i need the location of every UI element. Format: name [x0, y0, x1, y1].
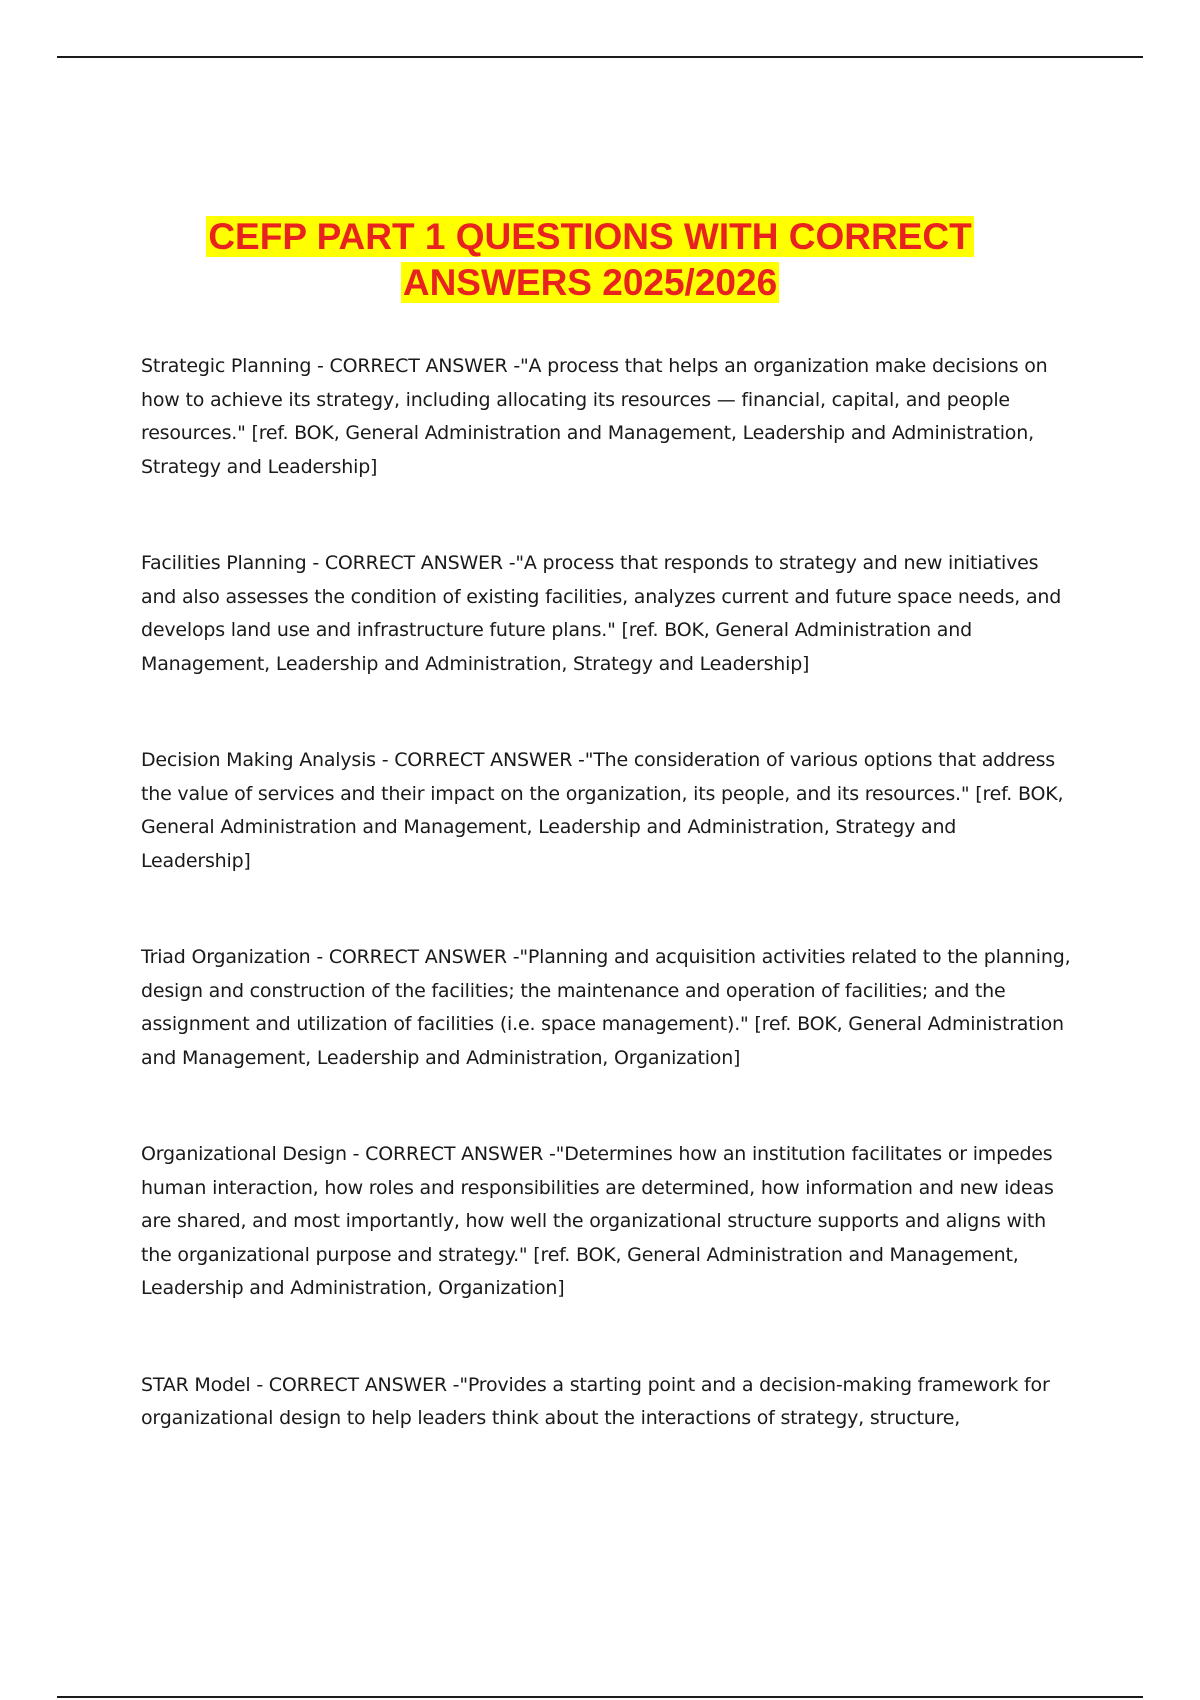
bottom-rule: [57, 1696, 1143, 1698]
qa-entry-star-model: STAR Model - CORRECT ANSWER -"Provides a starting point and a decision-making framework for organizational design to help leaders think about the interactions of strategy, structure,: [141, 1373, 1050, 1429]
qa-entry-triad-organization: Triad Organization - CORRECT ANSWER -"Planning and acquisition activities related to the planning, design and construction of the facilities; the maintenance and operation of facilities; and the assignment and utilization of facilities (i.e. space management)." [ref. BOK, General Administration and Management, Leadership and Administration, Organization]: [141, 946, 1071, 1069]
qa-entry-facilities-planning: Facilities Planning - CORRECT ANSWER -"A process that responds to strategy and new initiatives and also assesses the condition of existing facilities, analyzes current and future space needs, and develops land use and infrastructure future plans." [ref. BOK, General Administration and Management, Leadership and Administration, Strategy and Leadership]: [141, 552, 1062, 675]
qa-entry-decision-making-analysis: Decision Making Analysis - CORRECT ANSWER -"The consideration of various options that address the value of services and their impact on the organization, its people, and its resources." [ref. BOK, General Administration and Management, Leadership and Administration, Strategy and Leadership]: [141, 749, 1064, 872]
qa-entries: [141, 350, 1071, 1499]
title-line-2: ANSWERS 2025/2026: [402, 262, 778, 303]
title-line-1: CEFP PART 1 QUESTIONS WITH CORRECT: [208, 216, 972, 257]
qa-entry-organizational-design: Organizational Design - CORRECT ANSWER -"Determines how an institution facilitates or impedes human interaction, how roles and responsibilities are determined, how information and new ideas are shared, and most importantly, how well the organizational structure supports and aligns with the organizational purpose and strategy." [ref. BOK, General Administration and Management, Leadership and Administration, Organization]: [141, 1143, 1054, 1299]
document-title: [140, 214, 1040, 306]
top-rule: [57, 56, 1143, 58]
qa-entry-strategic-planning: Strategic Planning - CORRECT ANSWER -"A process that helps an organization make decisions on how to achieve its strategy, including allocating its resources — financial, capital, and people resources." [ref. BOK, General Administration and Management, Leadership and Administration, Strategy and Leadership]: [141, 355, 1048, 478]
